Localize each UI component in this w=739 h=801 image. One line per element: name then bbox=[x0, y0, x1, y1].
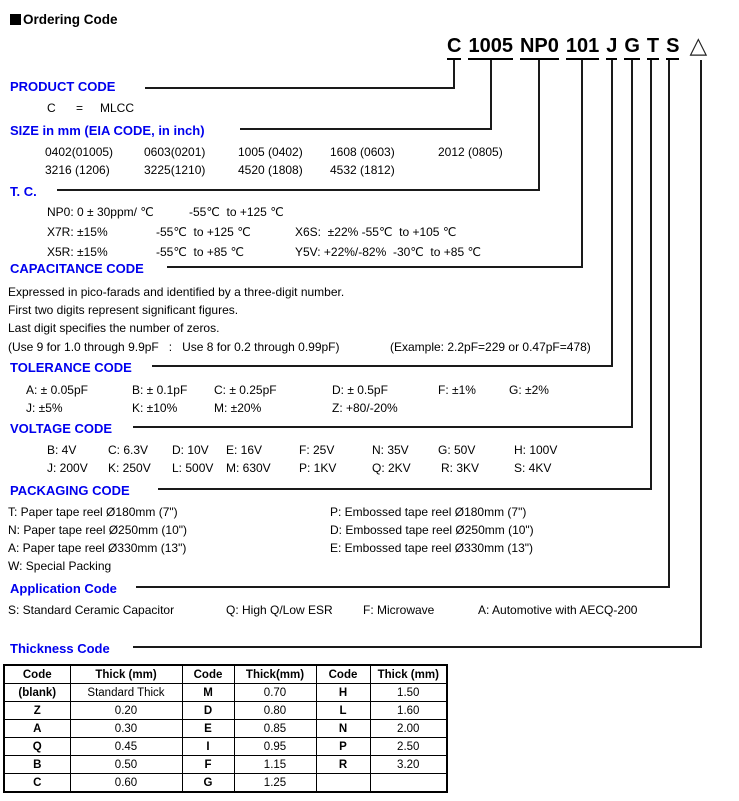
packaging-item: W: Special Packing bbox=[8, 559, 112, 573]
tolerance-row-1 bbox=[0, 383, 739, 399]
application-item: A: Automotive with AECQ-200 bbox=[478, 603, 638, 617]
application-item: F: Microwave bbox=[363, 603, 435, 617]
size-item: 2012 (0805) bbox=[438, 145, 503, 159]
thickness-value-cell: 0.70 bbox=[234, 684, 316, 702]
capacitance-line-1 bbox=[0, 285, 739, 301]
triangle-icon: △ bbox=[689, 32, 708, 58]
capacitance-text: Expressed in pico-farads and identified by a three-digit number. bbox=[8, 285, 345, 299]
tolerance-item: M: ±20% bbox=[214, 401, 262, 415]
thickness-value-cell: 0.30 bbox=[70, 720, 182, 738]
size-item: 1608 (0603) bbox=[330, 145, 395, 159]
thickness-header-cell: Code bbox=[4, 665, 70, 684]
heading-tc: T. C. bbox=[10, 184, 37, 199]
thickness-table-row bbox=[4, 738, 447, 756]
page-title bbox=[10, 12, 118, 27]
packaging-item: T: Paper tape reel Ø180mm (7") bbox=[8, 505, 178, 519]
thickness-value-cell: 0.20 bbox=[70, 702, 182, 720]
thickness-value-cell: 0.80 bbox=[234, 702, 316, 720]
thickness-code-cell: (blank) bbox=[4, 684, 70, 702]
packaging-row-3 bbox=[0, 541, 739, 557]
tc-x5r-range: -55℃ to +85 ℃ bbox=[156, 245, 244, 259]
thickness-code-cell: R bbox=[316, 756, 370, 774]
heading-application: Application Code bbox=[10, 581, 117, 596]
tc-x6s: X6S: ±22% -55℃ to +105 ℃ bbox=[295, 225, 457, 239]
thickness-value-cell bbox=[370, 774, 447, 793]
product-code-row bbox=[0, 101, 739, 117]
tc-row-np0 bbox=[0, 205, 739, 221]
product-code-equals: = bbox=[76, 101, 84, 115]
voltage-item: N: 35V bbox=[372, 443, 409, 457]
tolerance-item: G: ±2% bbox=[509, 383, 549, 397]
thickness-code-cell: B bbox=[4, 756, 70, 774]
thickness-table-row bbox=[4, 756, 447, 774]
tolerance-item: A: ± 0.05pF bbox=[26, 383, 88, 397]
capacitance-text: Last digit specifies the number of zeros. bbox=[8, 321, 220, 335]
heading-product-code: PRODUCT CODE bbox=[10, 79, 116, 94]
thickness-code-cell: G bbox=[182, 774, 234, 793]
thickness-code-cell: C bbox=[4, 774, 70, 793]
thickness-value-cell: 0.85 bbox=[234, 720, 316, 738]
tc-x7r-range: -55℃ to +125 ℃ bbox=[156, 225, 251, 239]
thickness-table-row bbox=[4, 720, 447, 738]
voltage-item: F: 25V bbox=[299, 443, 335, 457]
thickness-value-cell: 0.95 bbox=[234, 738, 316, 756]
thickness-code-cell: A bbox=[4, 720, 70, 738]
voltage-item: B: 4V bbox=[47, 443, 77, 457]
packaging-row-2 bbox=[0, 523, 739, 539]
thickness-table bbox=[3, 664, 448, 793]
packaging-item: P: Embossed tape reel Ø180mm (7") bbox=[330, 505, 527, 519]
voltage-item: D: 10V bbox=[172, 443, 209, 457]
voltage-item: L: 500V bbox=[172, 461, 214, 475]
thickness-value-cell: 2.00 bbox=[370, 720, 447, 738]
thickness-code-cell: E bbox=[182, 720, 234, 738]
tolerance-item: B: ± 0.1pF bbox=[132, 383, 188, 397]
thickness-value-cell: 1.25 bbox=[234, 774, 316, 793]
code-segment-capacitance: 101 bbox=[566, 35, 599, 60]
code-segment-tolerance: J bbox=[606, 35, 617, 60]
voltage-item: Q: 2KV bbox=[372, 461, 411, 475]
thickness-table-row bbox=[4, 684, 447, 702]
heading-voltage: VOLTAGE CODE bbox=[10, 421, 113, 436]
thickness-code-cell: H bbox=[316, 684, 370, 702]
thickness-code-cell: Z bbox=[4, 702, 70, 720]
packaging-item: E: Embossed tape reel Ø330mm (13") bbox=[330, 541, 534, 555]
thickness-header-cell: Code bbox=[316, 665, 370, 684]
voltage-row-1 bbox=[0, 443, 739, 459]
size-item: 4532 (1812) bbox=[330, 163, 395, 177]
thickness-code-cell: M bbox=[182, 684, 234, 702]
code-segment-voltage: G bbox=[624, 35, 640, 60]
page-title-text: Ordering Code bbox=[23, 12, 118, 27]
tolerance-item: J: ±5% bbox=[26, 401, 63, 415]
code-segment-product: C bbox=[447, 35, 461, 60]
tc-np0: NP0: 0 ± 30ppm/ ℃ bbox=[47, 205, 154, 219]
thickness-value-cell: 0.50 bbox=[70, 756, 182, 774]
thickness-value-cell: Standard Thick bbox=[70, 684, 182, 702]
heading-size: SIZE in mm (EIA CODE, in inch) bbox=[10, 123, 205, 138]
application-item: Q: High Q/Low ESR bbox=[226, 603, 333, 617]
section-marker-icon bbox=[10, 14, 21, 25]
thickness-code-cell: I bbox=[182, 738, 234, 756]
capacitance-text: First two digits represent significant figures. bbox=[8, 303, 239, 317]
packaging-row-1 bbox=[0, 505, 739, 521]
thickness-value-cell: 1.50 bbox=[370, 684, 447, 702]
capacitance-rule: (Use 9 for 1.0 through 9.9pF : Use 8 for 0.2 through 0.99pF) bbox=[8, 340, 340, 354]
capacitance-line-2 bbox=[0, 303, 739, 319]
size-item: 4520 (1808) bbox=[238, 163, 303, 177]
voltage-item: M: 630V bbox=[226, 461, 271, 475]
size-item: 3225(1210) bbox=[144, 163, 206, 177]
voltage-item: S: 4KV bbox=[514, 461, 552, 475]
tc-x7r: X7R: ±15% bbox=[47, 225, 108, 239]
thickness-table-header-row bbox=[4, 665, 447, 684]
tc-y5v: Y5V: +22%/-82% -30℃ to +85 ℃ bbox=[295, 245, 481, 259]
heading-capacitance: CAPACITANCE CODE bbox=[10, 261, 144, 276]
thickness-code-cell: D bbox=[182, 702, 234, 720]
code-segment-packaging: T bbox=[647, 35, 659, 60]
voltage-item: C: 6.3V bbox=[108, 443, 149, 457]
thickness-table-row bbox=[4, 774, 447, 793]
capacitance-line-3 bbox=[0, 321, 739, 337]
tolerance-item: D: ± 0.5pF bbox=[332, 383, 388, 397]
tolerance-item: Z: +80/-20% bbox=[332, 401, 398, 415]
voltage-item: R: 3KV bbox=[441, 461, 480, 475]
heading-packaging: PACKAGING CODE bbox=[10, 483, 130, 498]
packaging-item: N: Paper tape reel Ø250mm (10") bbox=[8, 523, 188, 537]
thickness-value-cell: 1.60 bbox=[370, 702, 447, 720]
voltage-item: J: 200V bbox=[47, 461, 88, 475]
thickness-value-cell: 0.60 bbox=[70, 774, 182, 793]
tc-np0-range: -55℃ to +125 ℃ bbox=[189, 205, 284, 219]
tolerance-item: K: ±10% bbox=[132, 401, 178, 415]
thickness-value-cell: 3.20 bbox=[370, 756, 447, 774]
voltage-row-2 bbox=[0, 461, 739, 477]
size-row-2 bbox=[0, 163, 739, 179]
packaging-item: D: Embossed tape reel Ø250mm (10") bbox=[330, 523, 534, 537]
thickness-value-cell: 1.15 bbox=[234, 756, 316, 774]
thickness-code-cell: F bbox=[182, 756, 234, 774]
size-row-1 bbox=[0, 145, 739, 161]
voltage-item: K: 250V bbox=[108, 461, 151, 475]
packaging-item: A: Paper tape reel Ø330mm (13") bbox=[8, 541, 187, 555]
thickness-code-cell bbox=[316, 774, 370, 793]
tc-row-x5r bbox=[0, 245, 739, 261]
packaging-row-4 bbox=[0, 559, 739, 575]
thickness-code-cell: N bbox=[316, 720, 370, 738]
application-row bbox=[0, 603, 739, 619]
thickness-header-cell: Thick(mm) bbox=[234, 665, 316, 684]
size-item: 1005 (0402) bbox=[238, 145, 303, 159]
voltage-item: E: 16V bbox=[226, 443, 263, 457]
size-item: 0603(0201) bbox=[144, 145, 206, 159]
size-item: 0402(01005) bbox=[45, 145, 114, 159]
thickness-header-cell: Thick (mm) bbox=[370, 665, 447, 684]
thickness-code-cell: Q bbox=[4, 738, 70, 756]
thickness-code-cell: L bbox=[316, 702, 370, 720]
capacitance-example: (Example: 2.2pF=229 or 0.47pF=478) bbox=[390, 340, 591, 354]
thickness-header-cell: Code bbox=[182, 665, 234, 684]
tolerance-item: C: ± 0.25pF bbox=[214, 383, 277, 397]
application-item: S: Standard Ceramic Capacitor bbox=[8, 603, 175, 617]
thickness-value-cell: 0.45 bbox=[70, 738, 182, 756]
code-segment-size: 1005 bbox=[468, 35, 513, 60]
capacitance-line-4 bbox=[0, 340, 739, 356]
tolerance-row-2 bbox=[0, 401, 739, 417]
code-segment-application: S bbox=[666, 35, 679, 60]
heading-tolerance: TOLERANCE CODE bbox=[10, 360, 132, 375]
thickness-table-row bbox=[4, 702, 447, 720]
thickness-code-cell: P bbox=[316, 738, 370, 756]
ordering-code bbox=[447, 31, 707, 60]
tc-x5r: X5R: ±15% bbox=[47, 245, 108, 259]
product-code-letter: C bbox=[47, 101, 56, 115]
product-code-value: MLCC bbox=[100, 101, 135, 115]
size-item: 3216 (1206) bbox=[45, 163, 110, 177]
heading-thickness: Thickness Code bbox=[10, 641, 110, 656]
code-segment-tc: NP0 bbox=[520, 35, 559, 60]
thickness-header-cell: Thick (mm) bbox=[70, 665, 182, 684]
voltage-item: P: 1KV bbox=[299, 461, 337, 475]
tc-row-x7r bbox=[0, 225, 739, 241]
voltage-item: H: 100V bbox=[514, 443, 558, 457]
thickness-value-cell: 2.50 bbox=[370, 738, 447, 756]
tolerance-item: F: ±1% bbox=[438, 383, 476, 397]
voltage-item: G: 50V bbox=[438, 443, 476, 457]
